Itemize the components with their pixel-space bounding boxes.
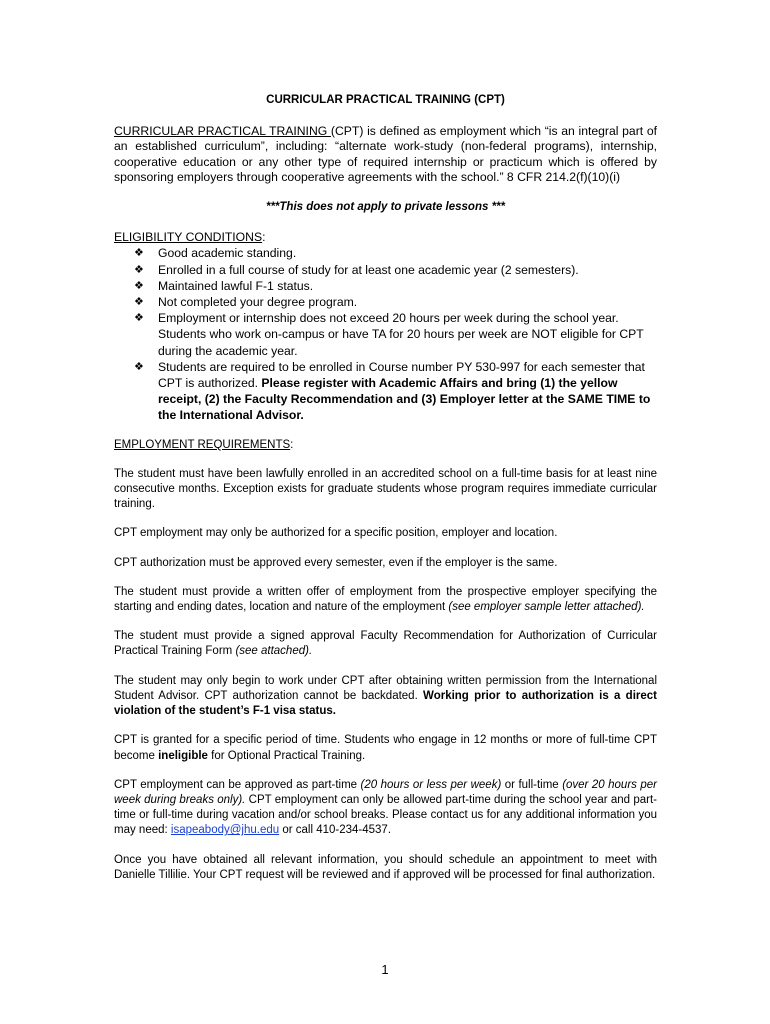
employment-paragraph: CPT authorization must be approved every semester, even if the employer is the same. — [114, 556, 558, 569]
list-item: ❖ Enrolled in a full course of study for at least one academic year (2 semesters). — [134, 262, 579, 277]
employment-heading: EMPLOYMENT REQUIREMENTS: — [114, 438, 294, 451]
list-item: ❖ Employment or internship does not exceed 20 hours per week during the school year. Students who work on-campus or have TA for 20 hours per week are NOT eligible for CPT during the academic year. — [134, 311, 644, 358]
page-number: 1 — [381, 962, 389, 977]
diamond-bullet-icon: ❖ — [134, 263, 144, 276]
contact-email-link[interactable]: isapeabody@jhu.edu — [170, 824, 280, 837]
list-item: ❖ Good academic standing. — [134, 246, 297, 261]
page-title: CURRICULAR PRACTICAL TRAINING (CPT) — [266, 94, 505, 106]
document-page — [114, 93, 657, 883]
private-lessons-note: ***This does not apply to private lessons *** — [265, 201, 505, 214]
diamond-bullet-icon: ❖ — [134, 247, 144, 260]
employment-paragraph: CPT employment may only be authorized for a specific position, employer and location. — [114, 527, 558, 540]
eligibility-list — [114, 245, 657, 423]
employment-paragraph: The student must have been lawfully enrolled in an accredited school on a full-time basis for at least nine consecutive months. Exception exists for graduate students whose program requires immediate curricular training. — [114, 467, 657, 511]
eligibility-heading: ELIGIBILITY CONDITIONS: — [114, 230, 266, 245]
definition-term: CURRICULAR PRACTICAL TRAINING — [114, 124, 331, 139]
list-item: ❖ Maintained lawful F-1 status. — [134, 278, 314, 293]
employment-paragraph: The student must provide a written offer of employment from the prospective employer specifying the starting and ending dates, location and nature of the employment (see employer sample letter attached). — [114, 585, 657, 614]
diamond-bullet-icon: ❖ — [134, 312, 144, 325]
list-item: ❖ Not completed your degree program. — [134, 295, 358, 310]
diamond-bullet-icon: ❖ — [134, 296, 144, 309]
employment-paragraph: Once you have obtained all relevant information, you should schedule an appointment to meet with Danielle Tillilie. Your CPT request will be reviewed and if approved will be processed for final authorization. — [114, 853, 657, 881]
list-item: ❖ Students are required to be enrolled in Course number PY 530-997 for each semester that CPT is authorized. Please register with Academic Affairs and bring (1) the yellow receipt, (2) the Faculty Recommendation and (3) Employer letter at the SAME TIME to the International Advisor. — [134, 359, 651, 423]
employment-paragraph: The student must provide a signed approval Faculty Recommendation for Authorization of Curricular Practical Training Form (see attached). — [114, 630, 657, 658]
diamond-bullet-icon: ❖ — [134, 279, 144, 292]
definition-text: (CPT) is defined as employment which “is an integral part of an established curriculum”, including: “alternate work-study (non-federal programs), internship, cooperative education or any other type of required internship or practicum which is offered by sponsoring employers through cooperative agreements with the school.” 8 CFR 214.2(f)(10)(i) — [114, 124, 657, 184]
employment-paragraph: CPT employment can be approved as part-time (20 hours or less per week) or full-time (over 20 hours per week during breaks only). CPT employment can only be allowed part-time during the school year and part-time or full-time during vacation and/or school breaks. Please contact us for any additional information you may need: isapeabody@jhu.edu or call 410-234-4537. — [114, 778, 657, 837]
cpt-definition — [114, 124, 657, 185]
employment-paragraph: CPT is granted for a specific period of time. Students who engage in 12 months or more of full-time CPT become ineligible for Optional Practical Training. — [114, 734, 657, 762]
diamond-bullet-icon: ❖ — [134, 360, 144, 373]
employment-paragraph: The student may only begin to work under CPT after obtaining written permission from the International Student Advisor. CPT authorization cannot be backdated. Working prior to authorization is a direct violation of the student’s F-1 visa status. — [114, 674, 657, 718]
